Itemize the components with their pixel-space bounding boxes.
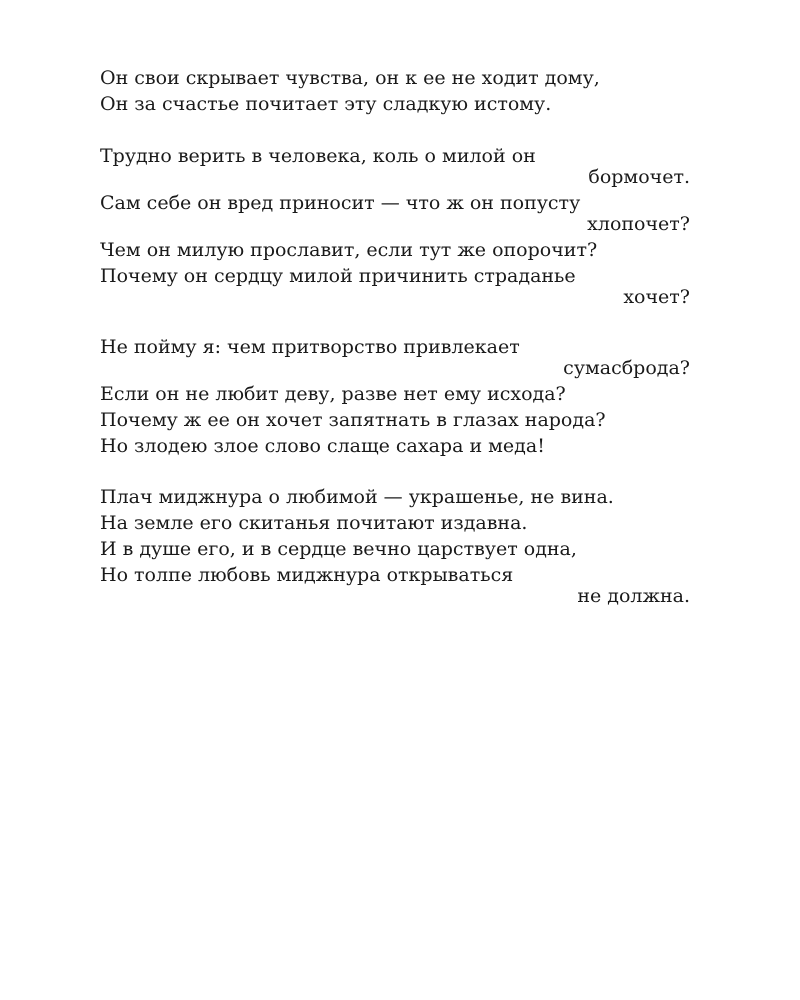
line-text: Почему ж ее он хочет запятнать в глазах народа?: [100, 409, 606, 431]
poem-line: [100, 485, 690, 509]
poem-line: [100, 537, 690, 561]
poem-line: [100, 66, 690, 90]
line-continuation: не должна.: [577, 585, 690, 607]
line-text: Если он не любит деву, разве нет ему исхода?: [100, 383, 566, 405]
stanza-2: [100, 144, 690, 309]
line-text: Чем он милую прославит, если тут же опорочит?: [100, 239, 598, 261]
line-text: Он свои скрывает чувства, он к ее не ходит дому,: [100, 67, 600, 89]
line-text: Он за счастье почитает эту сладкую истому.: [100, 93, 552, 115]
poem-line: [100, 511, 690, 535]
line-continuation: сумасброда?: [563, 357, 690, 379]
poem-line: [100, 563, 690, 608]
line-text: Сам себе он вред приносит — что ж он попусту: [100, 192, 581, 214]
poem-line: [100, 191, 690, 236]
poem-line: [100, 335, 690, 380]
poem-line: [100, 434, 690, 458]
poem-line: [100, 264, 690, 309]
line-text: На земле его скитанья почитают издавна.: [100, 512, 528, 534]
poem-line: [100, 238, 690, 262]
stanza-4: [100, 485, 690, 608]
line-text: Но злодею злое слово слаще сахара и меда!: [100, 435, 545, 457]
line-text: Но толпе любовь миджнура открываться: [100, 564, 514, 586]
line-text: Почему он сердцу милой причинить страданье: [100, 265, 576, 287]
line-text: Плач миджнура о любимой — украшенье, не вина.: [100, 486, 614, 508]
poem-line: [100, 92, 690, 116]
poem-line: [100, 382, 690, 406]
line-text: Трудно верить в человека, коль о милой он: [100, 145, 536, 167]
line-continuation: бормочет.: [588, 166, 690, 188]
line-text: И в душе его, и в сердце вечно царствует одна,: [100, 538, 577, 560]
line-continuation: хочет?: [623, 286, 690, 308]
stanza-1: [100, 66, 690, 116]
poem-line: [100, 144, 690, 189]
line-text: Не пойму я: чем притворство привлекает: [100, 336, 520, 358]
stanza-3: [100, 335, 690, 458]
poem-page: [100, 66, 690, 630]
line-continuation: хлопочет?: [587, 213, 690, 235]
poem-line: [100, 408, 690, 432]
